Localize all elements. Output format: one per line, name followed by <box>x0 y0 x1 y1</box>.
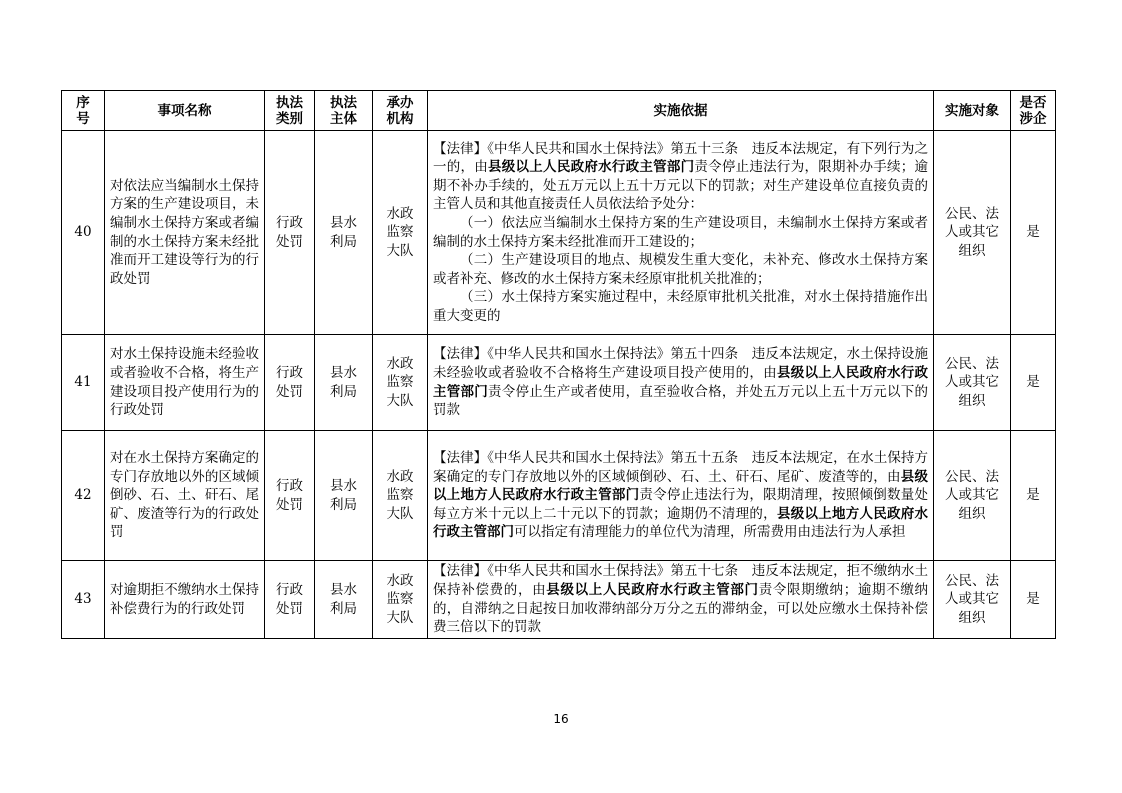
page-number: 16 <box>553 712 569 726</box>
row-involves-enterprise: 是 <box>1011 131 1056 335</box>
row-enforcement-subject: 县水利局 <box>315 431 373 561</box>
legal-basis-clause: （三）水土保持方案实施过程中，未经原审批机关批准，对水土保持措施作出重大变更的 <box>433 289 928 324</box>
row-handling-org: 水政监察大队 <box>373 431 428 561</box>
row-seq: 42 <box>62 431 105 561</box>
legal-basis-segment: 【法律】《中华人民共和国水土保持法》第五十七条 违反本法规定，拒不缴纳水土保持补偿费的，由 <box>433 563 928 598</box>
row-legal-basis <box>428 561 934 639</box>
row-target: 公民、法人或其它组织 <box>934 131 1011 335</box>
row-legal-basis <box>428 335 934 431</box>
legal-basis-segment: 【法律】《中华人民共和国水土保持法》第五十四条 违反本法规定，水土保持设施未经验收或者验收不合格将生产建设项目投产使用的，由 <box>433 346 928 381</box>
row-item-name: 对在水土保持方案确定的专门存放地以外的区域倾倒砂、石、土、矸石、尾矿、废渣等行为的行政处罚 <box>105 431 265 561</box>
row-seq: 43 <box>62 561 105 639</box>
legal-basis-segment: 责令限期缴纳；逾期不缴纳的，自滞纳之日起按日加收滞纳部分万分之五的滞纳金，可以处应缴水土保持补偿费三倍以下的罚款 <box>433 581 929 636</box>
row-involves-enterprise: 是 <box>1011 561 1056 639</box>
header-basis: 实施依据 <box>428 91 934 131</box>
row-target: 公民、法人或其它组织 <box>934 431 1011 561</box>
competent-authority-text: 县级以上人民政府水行政主管部门 <box>546 581 759 598</box>
competent-authority-text: 县级以上地方人民政府水行政主管部门 <box>433 505 929 541</box>
legal-basis-segment: 责令停止违法行为，限期补办手续；逾期不补办手续的，处五万元以上五十万元以下的罚款；对生产建设单位直接负责的主管人员和其他直接责任人员依法给予处分： <box>433 159 929 213</box>
row-seq: 41 <box>62 335 105 431</box>
legal-basis-clause: （二）生产建设项目的地点、规模发生重大变化，未补充、修改水土保持方案或者补充、修改的水土保持方案未经原审批机关批准的； <box>433 252 928 287</box>
table-header-row <box>62 91 1056 131</box>
row-enforcement-subject: 县水利局 <box>315 561 373 639</box>
row-enforcement-type: 行政处罚 <box>265 431 315 561</box>
header-subject: 执法主体 <box>315 91 373 131</box>
row-enforcement-subject: 县水利局 <box>315 335 373 431</box>
row-legal-basis <box>428 431 934 561</box>
competent-authority-text: 县级以上人民政府水行政主管部门 <box>488 159 695 176</box>
row-item-name: 对依法应当编制水土保持方案的生产建设项目，未编制水土保持方案或者编制的水土保持方案未经批准而开工建设等行为的行政处罚 <box>105 131 265 335</box>
header-name: 事项名称 <box>105 91 265 131</box>
row-enforcement-type: 行政处罚 <box>265 131 315 335</box>
row-handling-org: 水政监察大队 <box>373 561 428 639</box>
header-type: 执法类别 <box>265 91 315 131</box>
legal-basis-segment: 责令停止生产或者使用，直至验收合格，并处五万元以上五十万元以下的罚款 <box>433 383 929 419</box>
enforcement-items-table <box>61 90 1056 639</box>
row-enforcement-type: 行政处罚 <box>265 561 315 639</box>
legal-basis-segment: 可以指定有清理能力的单位代为清理，所需费用由违法行为人承担 <box>514 524 906 541</box>
legal-basis-segment: 责令停止违法行为，限期清理，按照倾倒数量处每立方米十元以上二十元以下的罚款；逾期仍不清理的， <box>433 487 929 522</box>
header-org: 承办机构 <box>373 91 428 131</box>
row-handling-org: 水政监察大队 <box>373 335 428 431</box>
row-legal-basis <box>428 131 934 335</box>
row-item-name: 对逾期拒不缴纳水土保持补偿费行为的行政处罚 <box>105 561 265 639</box>
row-target: 公民、法人或其它组织 <box>934 561 1011 639</box>
header-seq: 序号 <box>62 91 105 131</box>
row-target: 公民、法人或其它组织 <box>934 335 1011 431</box>
table-row <box>62 335 1056 431</box>
table-row <box>62 431 1056 561</box>
legal-basis-text <box>433 562 928 636</box>
row-seq: 40 <box>62 131 105 335</box>
legal-basis-text <box>433 140 928 214</box>
row-involves-enterprise: 是 <box>1011 431 1056 561</box>
legal-basis-segment: 【法律】《中华人民共和国水土保持法》第五十三条 违反本法规定，有下列行为之一的，由 <box>433 140 928 176</box>
legal-basis-segment: 【法律】《中华人民共和国水土保持法》第五十五条 违反本法规定，在水土保持方案确定的专门存放地以外的区域倾倒砂、石、土、矸石、尾矿、废渣等的，由 <box>433 450 928 485</box>
legal-basis-clause: （一）依法应当编制水土保持方案的生产建设项目，未编制水土保持方案或者编制的水土保持方案未经批准而开工建设的； <box>433 214 928 250</box>
legal-basis-text <box>433 345 928 419</box>
competent-authority-text: 县级以上人民政府水行政主管部门 <box>433 364 929 400</box>
row-involves-enterprise: 是 <box>1011 335 1056 431</box>
header-enterprise: 是否涉企 <box>1011 91 1056 131</box>
table-row <box>62 131 1056 335</box>
header-target: 实施对象 <box>934 91 1011 131</box>
competent-authority-text: 县级以上地方人民政府水行政主管部门 <box>433 468 929 504</box>
row-enforcement-type: 行政处罚 <box>265 335 315 431</box>
legal-basis-text <box>433 449 928 542</box>
table-row <box>62 561 1056 639</box>
row-enforcement-subject: 县水利局 <box>315 131 373 335</box>
row-item-name: 对水土保持设施未经验收或者验收不合格，将生产建设项目投产使用行为的行政处罚 <box>105 335 265 431</box>
row-handling-org: 水政监察大队 <box>373 131 428 335</box>
